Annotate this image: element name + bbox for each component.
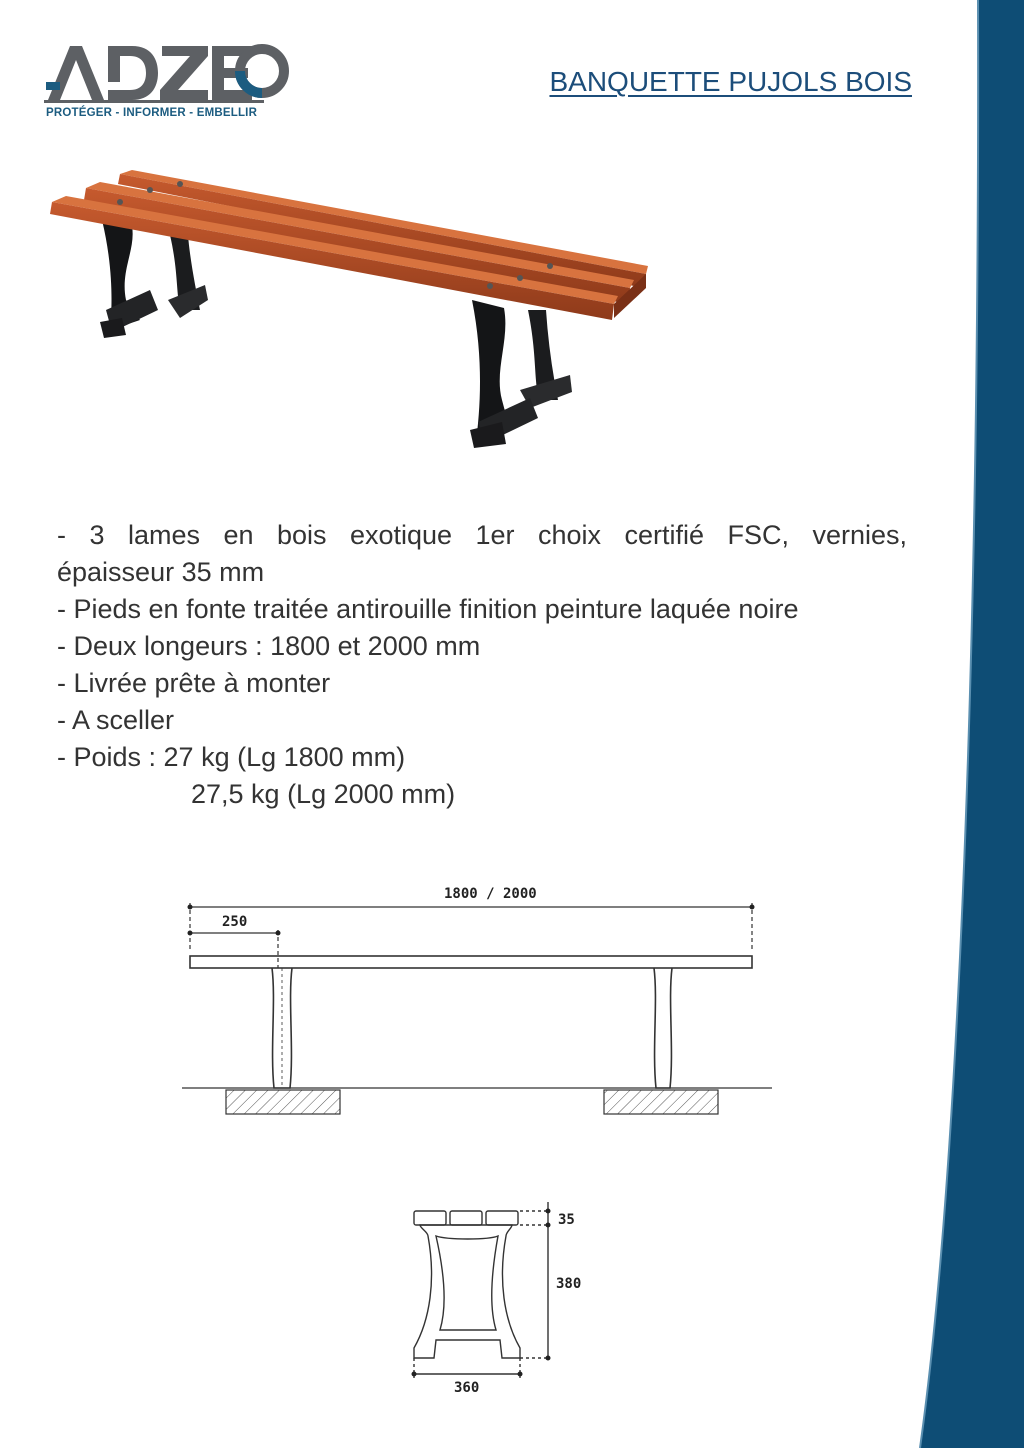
spec-install: - A sceller: [57, 705, 175, 735]
dim-width: 360: [454, 1380, 480, 1396]
spec-slats: - 3 lames en bois exotique 1er choix certifié FSC, vernies,: [57, 520, 907, 550]
dim-length: 1800 / 2000: [444, 886, 537, 902]
dim-slat-thickness: 35: [558, 1212, 575, 1228]
brand-logo: [44, 38, 274, 128]
spec-list: [57, 517, 907, 813]
logo-tagline: PROTÉGER - INFORMER - EMBELLIR: [46, 107, 258, 119]
spec-lengths: - Deux longeurs : 1800 et 2000 mm: [57, 631, 481, 661]
dim-leg-offset: 250: [222, 914, 248, 930]
spec-weight-2000: 27,5 kg (Lg 2000 mm): [191, 779, 456, 809]
spec-delivery: - Livrée prête à monter: [57, 668, 331, 698]
spec-legs: - Pieds en fonte traitée antirouille finition peinture laquée noire: [57, 594, 799, 624]
spec-weight: - Poids : 27 kg (Lg 1800 mm): [57, 742, 406, 772]
technical-drawing: [0, 860, 1024, 1420]
product-photo: [40, 160, 660, 460]
page-title: BANQUETTE PUJOLS BOIS: [549, 66, 912, 97]
spec-thickness: épaisseur 35 mm: [57, 557, 265, 587]
dim-height: 380: [556, 1276, 582, 1292]
